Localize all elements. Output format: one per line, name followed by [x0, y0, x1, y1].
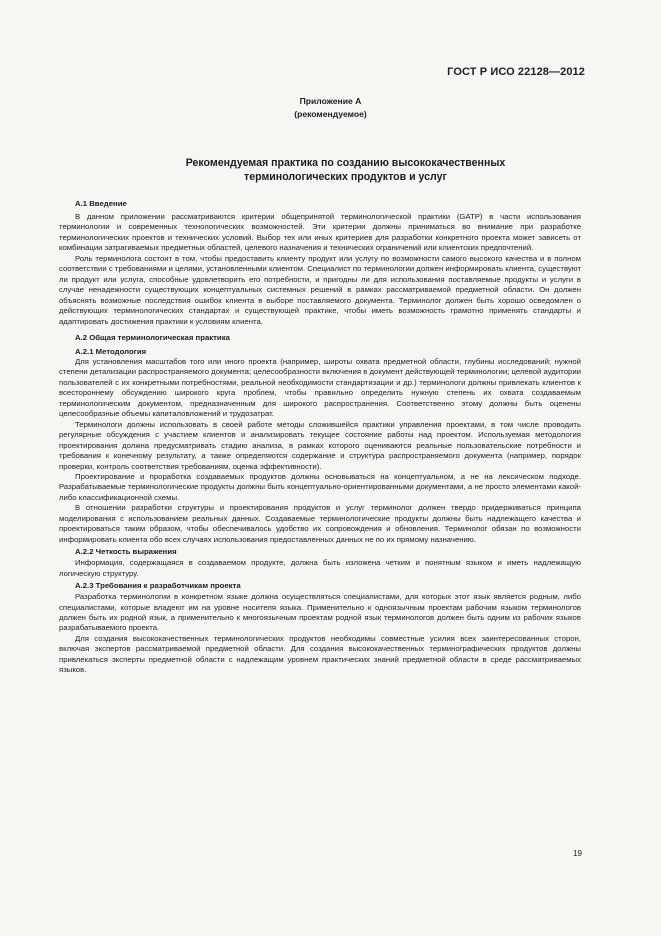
paragraph: Проектирование и проработка создаваемых продуктов должны основываться на концептуальном, а не на лексическом подходе. Разрабатываемые терминологические продукты должны быть концептуально-ориентированными документами, а не просто элементами какой-либо классификационной схемы.: [59, 471, 581, 502]
paragraph: Терминологи должны использовать в своей работе методы сложившейся практики управления проектами, в том числе проводить регулярные обсуждения с участием клиентов и анализировать текущее состояние работы над проектом. Используемая методология проектирования должна предусматривать стадию анализа, в рамках которого оцениваются реальные пользовательские потребности и требования к конечному результату, а также определяются содержание и структура распространяемого документа (например, порядок проверки, контроль соответствия требованиям, оценка эффективности).: [59, 419, 581, 471]
paragraph: В данном приложении рассматриваются критерии общепринятой терминологической практики (GATP) в части использования терминологии и современных технологических возможностей. Эти критерии должны приниматься во внимание при разработке терминологических проектов и технических условий. Выбор тех или иных критериев для разработки конкретного проекта может зависеть от комбинации затрагиваемых предметных областей, целевого назначения и технических ограничений или клиентских предпочтений.: [59, 212, 581, 253]
paragraph: Для установления масштабов того или иного проекта (например, широты охвата предметной области, глубины исследований; нужной степени детализации распространяемого документа; целесообразности включения в документ действующей терминологии; целевой аудитории пользователей с их конкретными потребностями, реальной необходимости стандартизации и др.) терминологи должны привлекать клиентов к всестороннему обсуждению широкого круга проблем, чтобы правильно определить нужную степень их охвата создаваемым терминологическим документом, предназначенным для широкого распространения. Соответственно этому должны быть оценены целесообразные объемы капиталовложений и трудозатрат.: [59, 356, 581, 419]
section-heading-a1: А.1 Введение: [75, 199, 127, 208]
document-title-line1: Рекомендуемая практика по созданию высококачественных: [185, 157, 506, 169]
subsection-heading-a22: А.2.2 Четкость выражения: [75, 547, 177, 557]
paragraph: Для создания высококачественных терминологических продуктов необходимы совместные усилия всех заинтересованных сторон, включая экспертов рассматриваемой предметной области. Для создания высококачественных терминографических продуктов должны привлекаться эксперты предметной области с надлежащим уровнем практических знаний предметной области в среде рассматриваемых языков.: [59, 633, 581, 675]
subsection-heading-a21: А.2.1 Методология: [75, 346, 147, 356]
annex-heading: [0, 95, 661, 121]
page-number: 19: [573, 849, 582, 858]
document-title: [30, 156, 661, 184]
document-title-line2: терминологических продуктов и услуг: [244, 171, 447, 183]
paragraph: Роль терминолога состоит в том, чтобы предоставить клиенту продукт или услугу по возможности самого высокого качества и в полном соответствии с требованиями и целями, установленными клиентом. Специалист по терминологии должен информировать клиента, существуют ли продукт или услуга, способные удовлетворить его потребности, и пригодны ли для использования поставляемые продукты и услуги в случае ненадежности существующих концептуальных системных решений в рамках рассматриваемой предметной области. Он должен объяснять возможные последствия ошибок клиента в выборе поставляемого документа. Терминолог должен быть хорошо осведомлен о действующих терминологических стандартах и существующей практике, чтобы иметь возможность грамотно применять стандарты и адаптировать достижения практики к условиям клиента.: [59, 253, 581, 326]
paragraph: Информация, содержащаяся в создаваемом продукте, должна быть изложена четким и понятным языком и иметь надлежащую логическую структуру.: [59, 558, 581, 578]
annex-title: Приложение А: [299, 96, 362, 106]
subsection-heading-a23: А.2.3 Требования к разработчикам проекта: [75, 581, 241, 591]
paragraph: Разработка терминологии в конкретном языке должна осуществляться специалистами, для которых этот язык является родным, либо специалистами, которые владеют им на уровне носителя языка. Применительно к одноязычным проектам рабочим языком терминологов должен быть их родной язык, а применительно к многоязычным проектам родной язык терминологов должен быть одним из рабочих языков разрабатываемого проекта.: [59, 592, 581, 633]
document-body: [59, 198, 581, 676]
standard-designation: ГОСТ Р ИСО 22128—2012: [447, 66, 585, 78]
section-heading-a2: А.2 Общая терминологическая практика: [75, 332, 230, 342]
paragraph: В отношении разработки структуры и проектирования продуктов и услуг терминолог должен твердо придерживаться принципа моделирования с использованием реальных данных. Создаваемые терминологические продукты должны быть надлежащего качества и проектироваться таким образом, чтобы обеспечивалось удобство их сопровождения и обновления. Терминолог обязан по возможности информировать клиента обо всех случаях использования предоставленных данных не по их прямому назначению.: [59, 503, 581, 544]
annex-status: (рекомендуемое): [294, 109, 367, 119]
